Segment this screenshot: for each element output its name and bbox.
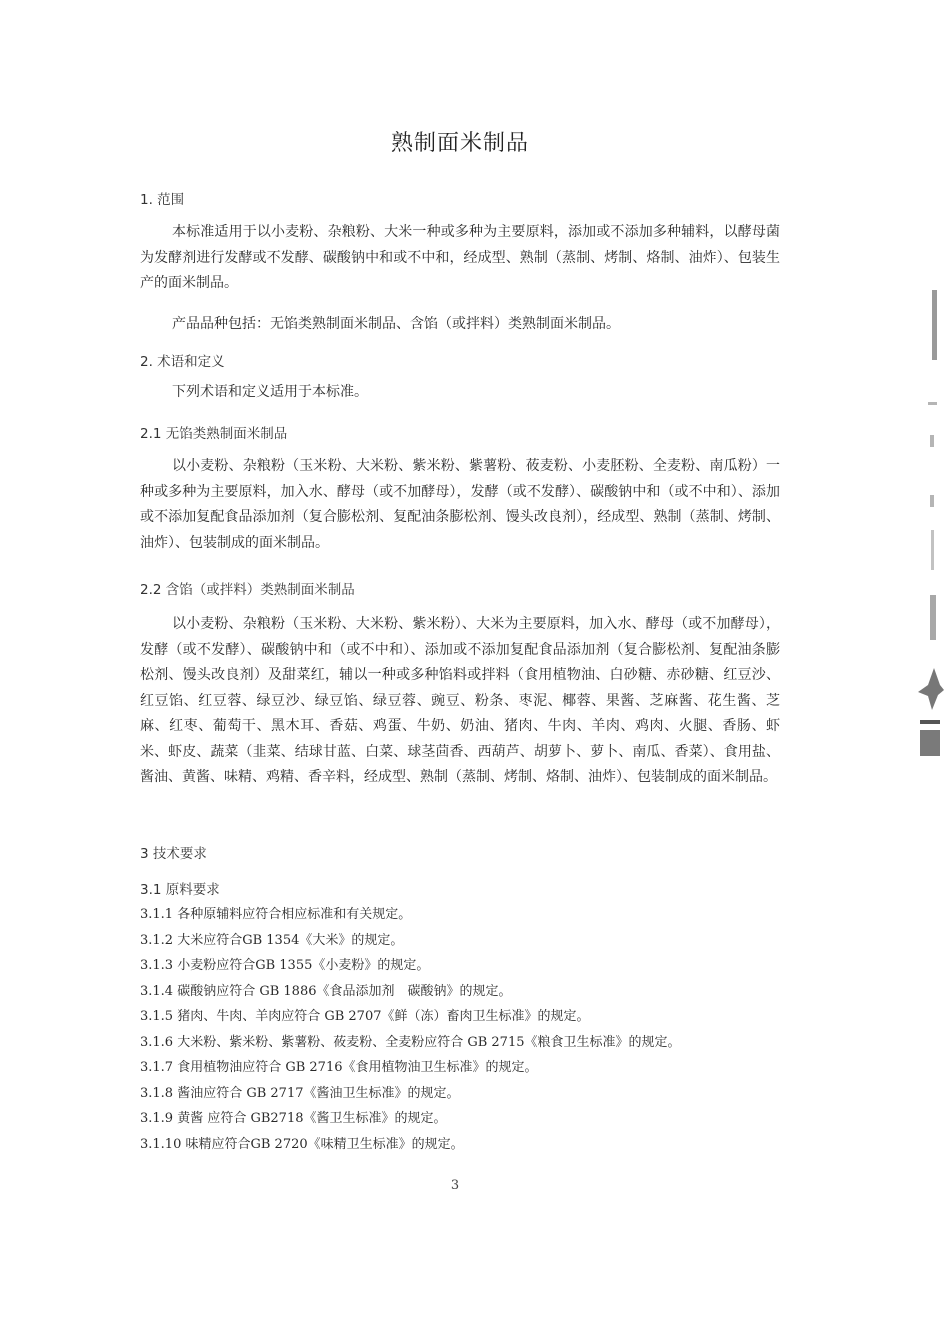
list-item: 3.1.8 酱油应符合 GB 2717《酱油卫生标准》的规定。: [140, 1085, 460, 1101]
requirements-list: [140, 902, 820, 1157]
section-2-heading: 2. 术语和定义: [140, 354, 225, 370]
section-2-1-heading: 2.1 无馅类熟制面米制品: [140, 426, 288, 442]
section-1-paragraph: 本标准适用于以小麦粉、杂粮粉、大米一种或多种为主要原料，添加或不添加多种辅料，以酵母菌为发酵剂进行发酵或不发酵、碳酸钠中和或不中和，经成型、熟制（蒸制、烤制、烙制、油炸）、包装生产的面米制品。: [140, 224, 780, 291]
section-3-1-heading: 3.1 原料要求: [140, 882, 220, 898]
section-2-2-heading: 2.2 含馅（或拌料）类熟制面米制品: [140, 582, 355, 598]
list-item: 3.1.1 各种原辅料应符合相应标准和有关规定。: [140, 907, 412, 922]
section-2-intro: 下列术语和定义适用于本标准。: [172, 384, 368, 400]
section-3-heading: 3 技术要求: [140, 846, 207, 862]
list-item: 3.1.10 味精应符合GB 2720《味精卫生标准》的规定。: [140, 1136, 464, 1152]
page-number: 3: [450, 1178, 460, 1193]
list-item: 3.1.7 食用植物油应符合 GB 2716《食用植物油卫生标准》的规定。: [140, 1060, 538, 1075]
section-1-heading: 1. 范围: [140, 192, 185, 208]
list-item: 3.1.5 猪肉、牛肉、羊肉应符合 GB 2707《鲜（冻）畜肉卫生标准》的规定。: [140, 1009, 590, 1024]
list-item: 3.1.4 碳酸钠应符合 GB 1886《食品添加剂 碳酸钠》的规定。: [140, 983, 512, 999]
list-item: 3.1.6 大米粉、紫米粉、紫薯粉、莜麦粉、全麦粉应符合 GB 2715《粮食卫生标准》的规定。: [140, 1034, 681, 1050]
list-item: 3.1.2 大米应符合GB 1354《大米》的规定。: [140, 932, 404, 948]
page-title: 熟制面米制品: [390, 131, 529, 156]
list-item: 3.1.3 小麦粉应符合GB 1355《小麦粉》的规定。: [140, 958, 430, 973]
scan-edge-marks: [908, 290, 944, 760]
section-2-1-paragraph: 以小麦粉、杂粮粉（玉米粉、大米粉、紫米粉、紫薯粉、莜麦粉、小麦胚粉、全麦粉、南瓜粉）一种或多种为主要原料，加入水、酵母（或不加酵母），发酵（或不发酵）、碳酸钠中和（或不中和）、添加或不添加复配食品添加剂（复合膨松剂、复配油条膨松剂、馒头改良剂），经成型、熟制（蒸制、烤制、油炸）、包装制成的面米制品。: [140, 458, 780, 551]
section-1-product-types: 产品品种包括：无馅类熟制面米制品、含馅（或拌料）类熟制面米制品。: [172, 316, 620, 332]
list-item: 3.1.9 黄酱 应符合 GB2718《酱卫生标准》的规定。: [140, 1111, 447, 1126]
section-2-2-paragraph: 以小麦粉、杂粮粉（玉米粉、大米粉、紫米粉）、大米为主要原料，加入水、酵母（或不加酵母），发酵（或不发酵）、碳酸钠中和（或不中和）、添加或不添加复配食品添加剂（复合膨松剂、复配油条膨松剂、馒头改良剂）及甜菜红，辅以一种或多种馅料或拌料（食用植物油、白砂糖、赤砂糖、红豆沙、红豆馅、红豆蓉、绿豆沙、绿豆馅、绿豆蓉、豌豆、粉条、枣泥、椰蓉、果酱、芝麻酱、花生酱、芝麻、红枣、葡萄干、黑木耳、香菇、鸡蛋、牛奶、奶油、猪肉、牛肉、羊肉、鸡肉、火腿、香肠、虾米、虾皮、蔬菜（韭菜、结球甘蓝、白菜、球茎茴香、西葫芦、胡萝卜、萝卜、南瓜、香菜）、食用盐、酱油、黄酱、味精、鸡精、香辛料，经成型、熟制（蒸制、烤制、烙制、油炸）、包装制成的面米制品。: [140, 616, 780, 785]
